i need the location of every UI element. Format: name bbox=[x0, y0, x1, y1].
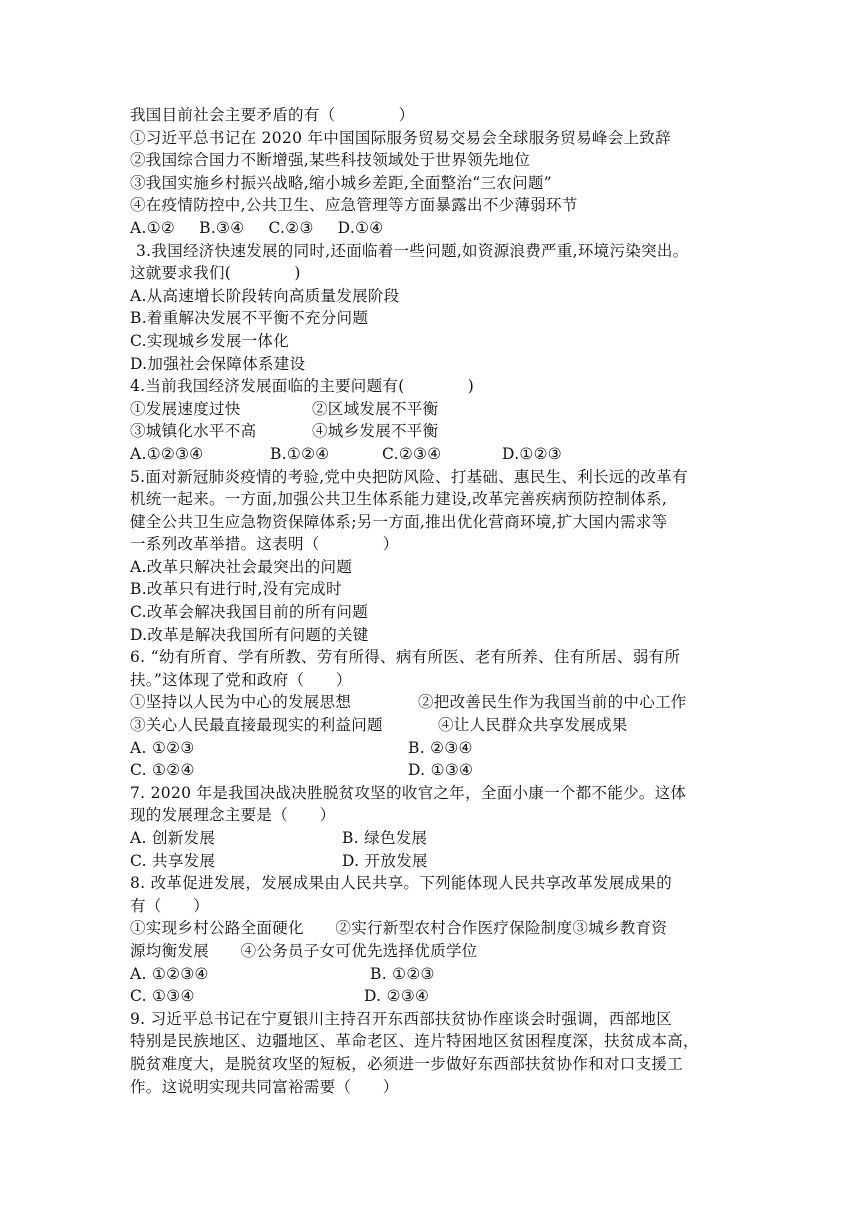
option-b: B. 绿色发展 bbox=[342, 829, 428, 847]
option-c: C.②③④ bbox=[382, 444, 442, 463]
option-b: B.③④ bbox=[199, 218, 245, 237]
question-9-stem-cont: 脱贫难度大，是脱贫攻坚的短板，必须进一步做好东西部扶贫协作和对口支援工 bbox=[130, 1054, 684, 1073]
statement-4: ④让人民群众共享发展成果 bbox=[438, 716, 628, 735]
statement-1: ①坚持以人民为中心的发展思想 bbox=[130, 693, 352, 712]
option-c: C. 共享发展 bbox=[130, 851, 216, 870]
question-7-stem: 7. 2020 年是我国决战决胜脱贫攻坚的收官之年，全面小康一个都不能少。这体 bbox=[130, 783, 687, 802]
answer-options bbox=[130, 850, 740, 873]
option-d: D.改革是解决我国所有问题的关键 bbox=[130, 625, 369, 644]
statements-row bbox=[130, 714, 740, 737]
option-a: A.①②③④ bbox=[130, 444, 204, 463]
statement-4: ④在疫情防控中,公共卫生、应急管理等方面暴露出不少薄弱环节 bbox=[130, 196, 578, 215]
question-3-stem-cont: 这就要求我们( ) bbox=[130, 264, 301, 283]
statement-1: ①发展速度过快 bbox=[130, 399, 241, 418]
question-5-stem-cont: 健全公共卫生应急物资保障体系;另一方面,推出优化营商环境,扩大国内需求等 bbox=[130, 512, 668, 531]
statement-2: ②把改善民生作为我国当前的中心工作 bbox=[418, 693, 687, 712]
option-b: B.改革只有进行时,没有完成时 bbox=[130, 580, 342, 599]
option-b: B.着重解决发展不平衡不充分问题 bbox=[130, 309, 369, 328]
option-c: C.实现城乡发展一体化 bbox=[130, 331, 290, 350]
question-6-stem-cont: 扶。”这体现了党和政府（ ） bbox=[130, 670, 352, 689]
option-b: B. ②③④ bbox=[408, 738, 473, 757]
option-d: D.①④ bbox=[337, 218, 384, 237]
answer-options bbox=[130, 985, 740, 1008]
option-b: B.①②④ bbox=[270, 444, 330, 463]
answer-options bbox=[130, 759, 740, 782]
question-9-stem-cont: 特别是民族地区、边疆地区、革命老区、连片特困地区贫困程度深，扶贫成本高， bbox=[130, 1032, 699, 1051]
option-d: D. ①③④ bbox=[408, 761, 474, 780]
option-a: A. 创新发展 bbox=[130, 829, 216, 847]
answer-options bbox=[130, 963, 740, 986]
statements-line: 源均衡发展 ④公务员子女可优先选择优质学位 bbox=[130, 941, 478, 960]
question-stem: 我国目前社会主要矛盾的有（ ） bbox=[130, 106, 415, 124]
option-a: A. ①②③ bbox=[130, 738, 195, 757]
statement-1: ①习近平总书记在 2020 年中国国际服务贸易交易会全球服务贸易峰会上致辞 bbox=[130, 128, 671, 147]
question-3-stem: 3.我国经济快速发展的同时,还面临着一些问题,如资源浪费严重,环境污染突出。 bbox=[136, 241, 689, 260]
question-9-stem-cont: 作。这说明实现共同富裕需要（ ） bbox=[130, 1077, 399, 1096]
option-d: D. 开放发展 bbox=[342, 851, 428, 870]
statement-3: ③关心人民最直接最现实的利益问题 bbox=[130, 716, 383, 735]
question-6-stem: 6. “幼有所育、学有所教、劳有所得、病有所医、老有所养、住有所居、弱有所 bbox=[130, 648, 681, 667]
statement-3: ③城镇化水平不高 bbox=[130, 422, 257, 441]
option-b: B. ①②③ bbox=[370, 964, 435, 983]
statements-row bbox=[130, 398, 740, 421]
question-4-stem: 4.当前我国经济发展面临的主要问题有( ) bbox=[130, 377, 475, 396]
answer-options bbox=[130, 827, 740, 850]
statements-row bbox=[130, 420, 740, 443]
statements-row bbox=[130, 691, 740, 714]
option-c: C. ①③④ bbox=[130, 987, 195, 1006]
question-8-stem-cont: 有（ ） bbox=[130, 896, 210, 915]
option-a: A. ①②③④ bbox=[130, 964, 209, 983]
option-d: D.加强社会保障体系建设 bbox=[130, 354, 306, 373]
option-a: A.改革只解决社会最突出的问题 bbox=[130, 557, 353, 576]
statement-4: ④城乡发展不平衡 bbox=[312, 422, 439, 441]
option-d: D.①②③ bbox=[502, 444, 562, 463]
question-5-stem-cont: 一系列改革举措。这表明（ ） bbox=[130, 535, 399, 554]
option-a: A.①② bbox=[130, 218, 176, 237]
document-page bbox=[130, 104, 740, 1098]
option-c: C.改革会解决我国目前的所有问题 bbox=[130, 603, 369, 622]
statement-3: ③我国实施乡村振兴战略,缩小城乡差距,全面整治“三农问题” bbox=[130, 173, 552, 192]
statements-line: ①实现乡村公路全面硬化 ②实行新型农村合作医疗保险制度③城乡教育资 bbox=[130, 919, 668, 938]
answer-options bbox=[130, 737, 740, 760]
option-d: D. ②③④ bbox=[364, 987, 430, 1006]
question-8-stem: 8. 改革促进发展，发展成果由人民共享。下列能体现人民共享改革发展成果的 bbox=[130, 874, 673, 893]
option-c: C.②③ bbox=[268, 218, 314, 237]
question-9-stem: 9. 习近平总书记在宁夏银川主持召开东西部扶贫协作座谈会时强调，西部地区 bbox=[130, 1009, 673, 1028]
option-c: C. ①②④ bbox=[130, 761, 195, 780]
question-5-stem: 5.面对新冠肺炎疫情的考验,党中央把防风险、打基础、惠民生、利长远的改革有 bbox=[130, 467, 688, 486]
statement-2: ②我国综合国力不断增强,某些科技领域处于世界领先地位 bbox=[130, 151, 531, 170]
question-7-stem-cont: 现的发展理念主要是（ ） bbox=[130, 806, 336, 825]
statement-2: ②区域发展不平衡 bbox=[312, 399, 439, 418]
option-a: A.从高速增长阶段转向高质量发展阶段 bbox=[130, 286, 400, 305]
answer-options bbox=[130, 217, 740, 240]
answer-options bbox=[130, 443, 740, 466]
question-5-stem-cont: 机统一起来。一方面,加强公共卫生体系能力建设,改革完善疾病预防控制体系, bbox=[130, 490, 668, 509]
